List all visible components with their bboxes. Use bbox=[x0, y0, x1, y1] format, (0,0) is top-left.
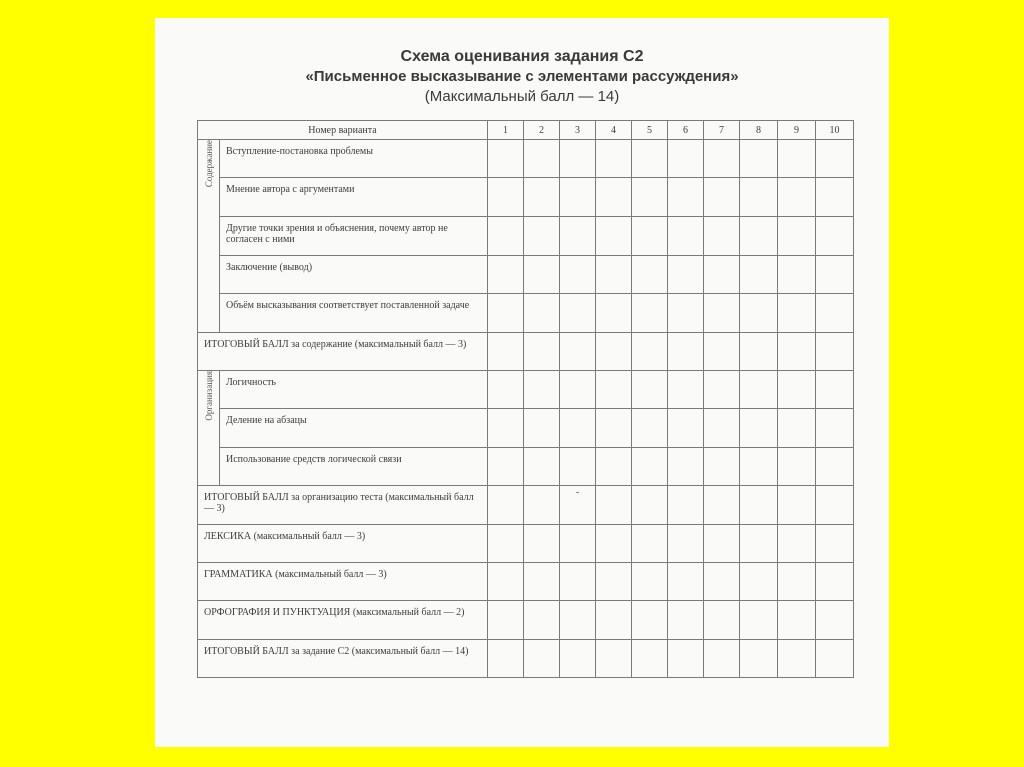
score-cell bbox=[740, 178, 778, 217]
score-cell bbox=[560, 525, 596, 563]
score-cell bbox=[778, 217, 816, 256]
score-cell bbox=[488, 371, 524, 409]
score-cell bbox=[778, 294, 816, 333]
score-cell bbox=[740, 217, 778, 256]
score-cell bbox=[488, 448, 524, 486]
score-cell bbox=[488, 333, 524, 371]
score-cell bbox=[778, 178, 816, 217]
score-cell bbox=[488, 256, 524, 294]
content-total-label: ИТОГОВЫЙ БАЛЛ за содержание (максимальный балл — 3) bbox=[198, 333, 488, 371]
organization-total-label: ИТОГОВЫЙ БАЛЛ за организацию теста (максимальный балл — 3) bbox=[198, 486, 488, 525]
criterion-row bbox=[198, 217, 854, 256]
score-cell bbox=[816, 448, 854, 486]
criterion-row bbox=[198, 256, 854, 294]
variant-number: 9 bbox=[778, 121, 816, 140]
variant-number: 8 bbox=[740, 121, 778, 140]
score-cell bbox=[740, 294, 778, 333]
criterion-label: Логичность bbox=[220, 371, 488, 409]
score-cell bbox=[524, 563, 560, 601]
criterion-label: Другие точки зрения и объяснения, почему автор не согласен с ними bbox=[220, 217, 488, 256]
score-cell bbox=[704, 294, 740, 333]
variant-number: 6 bbox=[668, 121, 704, 140]
score-cell bbox=[596, 178, 632, 217]
score-cell bbox=[778, 256, 816, 294]
score-cell bbox=[596, 409, 632, 448]
total-row bbox=[198, 640, 854, 678]
score-cell bbox=[596, 371, 632, 409]
score-cell bbox=[704, 333, 740, 371]
variant-number: 1 bbox=[488, 121, 524, 140]
score-cell bbox=[668, 256, 704, 294]
variant-number: 10 bbox=[816, 121, 854, 140]
score-cell bbox=[816, 525, 854, 563]
score-cell bbox=[778, 140, 816, 178]
total-row bbox=[198, 525, 854, 563]
score-cell bbox=[524, 294, 560, 333]
score-cell bbox=[778, 333, 816, 371]
total-row bbox=[198, 333, 854, 371]
score-cell bbox=[778, 563, 816, 601]
score-cell bbox=[740, 409, 778, 448]
score-cell bbox=[488, 140, 524, 178]
score-cell bbox=[704, 217, 740, 256]
score-cell bbox=[816, 256, 854, 294]
score-cell bbox=[596, 525, 632, 563]
score-cell bbox=[668, 178, 704, 217]
score-cell bbox=[632, 486, 668, 525]
header-row bbox=[198, 121, 854, 140]
document-subtitle: «Письменное высказывание с элементами рассуждения» bbox=[305, 68, 739, 85]
score-cell bbox=[488, 601, 524, 640]
lexis-label: ЛЕКСИКА (максимальный балл — 3) bbox=[198, 525, 488, 563]
document-page bbox=[155, 18, 889, 747]
score-cell bbox=[632, 371, 668, 409]
variant-number: 7 bbox=[704, 121, 740, 140]
score-cell bbox=[740, 601, 778, 640]
score-cell bbox=[632, 217, 668, 256]
score-cell bbox=[596, 448, 632, 486]
criterion-row bbox=[198, 178, 854, 217]
score-cell bbox=[704, 178, 740, 217]
score-cell bbox=[816, 601, 854, 640]
score-cell bbox=[524, 486, 560, 525]
variant-number: 5 bbox=[632, 121, 668, 140]
score-cell bbox=[596, 601, 632, 640]
score-cell bbox=[778, 640, 816, 678]
organization-group-label: Организация bbox=[204, 371, 214, 421]
score-cell bbox=[668, 486, 704, 525]
score-cell bbox=[524, 409, 560, 448]
score-cell bbox=[668, 563, 704, 601]
score-cell bbox=[524, 601, 560, 640]
total-row bbox=[198, 563, 854, 601]
score-cell bbox=[632, 294, 668, 333]
score-cell bbox=[704, 409, 740, 448]
score-cell bbox=[632, 563, 668, 601]
score-cell bbox=[740, 640, 778, 678]
criterion-label: Объём высказывания соответствует поставленной задаче bbox=[220, 294, 488, 333]
score-cell bbox=[778, 525, 816, 563]
score-cell bbox=[596, 256, 632, 294]
score-cell bbox=[704, 525, 740, 563]
score-cell bbox=[668, 448, 704, 486]
criterion-label: Мнение автора с аргументами bbox=[220, 178, 488, 217]
score-cell bbox=[740, 525, 778, 563]
score-cell bbox=[816, 563, 854, 601]
score-cell bbox=[668, 371, 704, 409]
document-title: Схема оценивания задания С2 bbox=[400, 48, 644, 65]
score-cell bbox=[524, 525, 560, 563]
score-cell bbox=[778, 601, 816, 640]
variant-number: 4 bbox=[596, 121, 632, 140]
score-cell bbox=[488, 409, 524, 448]
score-cell bbox=[704, 563, 740, 601]
score-cell bbox=[632, 256, 668, 294]
score-cell bbox=[668, 333, 704, 371]
score-cell bbox=[816, 409, 854, 448]
criterion-row bbox=[198, 140, 854, 178]
score-cell bbox=[816, 178, 854, 217]
score-cell bbox=[524, 256, 560, 294]
organization-group-label-cell bbox=[198, 371, 220, 486]
score-cell bbox=[704, 640, 740, 678]
score-cell bbox=[632, 601, 668, 640]
grand-total-label: ИТОГОВЫЙ БАЛЛ за задание С2 (максимальный балл — 14) bbox=[198, 640, 488, 678]
score-cell bbox=[816, 333, 854, 371]
score-cell bbox=[488, 178, 524, 217]
score-cell bbox=[488, 640, 524, 678]
score-cell bbox=[740, 563, 778, 601]
score-cell bbox=[596, 640, 632, 678]
score-cell bbox=[704, 256, 740, 294]
score-cell bbox=[704, 448, 740, 486]
score-cell bbox=[740, 371, 778, 409]
score-cell bbox=[778, 448, 816, 486]
score-cell bbox=[524, 640, 560, 678]
criterion-row bbox=[198, 371, 854, 409]
score-cell bbox=[560, 640, 596, 678]
score-cell bbox=[632, 178, 668, 217]
criterion-label: Заключение (вывод) bbox=[220, 256, 488, 294]
score-cell bbox=[560, 371, 596, 409]
score-cell bbox=[668, 640, 704, 678]
score-cell bbox=[524, 140, 560, 178]
score-cell bbox=[560, 333, 596, 371]
score-cell bbox=[668, 140, 704, 178]
score-cell bbox=[816, 217, 854, 256]
score-cell bbox=[560, 563, 596, 601]
score-cell bbox=[740, 448, 778, 486]
score-cell bbox=[704, 371, 740, 409]
total-row bbox=[198, 486, 854, 525]
score-cell bbox=[778, 486, 816, 525]
score-cell bbox=[596, 563, 632, 601]
score-cell bbox=[596, 294, 632, 333]
score-cell bbox=[596, 333, 632, 371]
score-cell bbox=[668, 601, 704, 640]
score-cell bbox=[778, 371, 816, 409]
variant-number-header: Номер варианта bbox=[198, 121, 488, 140]
score-cell bbox=[560, 486, 596, 525]
criterion-row bbox=[198, 294, 854, 333]
score-cell bbox=[816, 486, 854, 525]
score-mark: - bbox=[575, 487, 580, 498]
score-cell bbox=[524, 333, 560, 371]
score-cell bbox=[816, 640, 854, 678]
score-cell bbox=[488, 563, 524, 601]
content-group-label-cell bbox=[198, 140, 220, 333]
score-cell bbox=[560, 256, 596, 294]
score-cell bbox=[740, 256, 778, 294]
score-cell bbox=[560, 601, 596, 640]
score-cell bbox=[560, 217, 596, 256]
scoring-table bbox=[197, 120, 854, 678]
score-cell bbox=[596, 486, 632, 525]
score-cell bbox=[524, 371, 560, 409]
score-cell bbox=[632, 409, 668, 448]
score-cell bbox=[816, 294, 854, 333]
score-cell bbox=[816, 371, 854, 409]
score-cell bbox=[560, 178, 596, 217]
spelling-label: ОРФОГРАФИЯ И ПУНКТУАЦИЯ (максимальный балл — 2) bbox=[198, 601, 488, 640]
variant-number: 2 bbox=[524, 121, 560, 140]
criterion-label: Использование средств логической связи bbox=[220, 448, 488, 486]
score-cell bbox=[704, 601, 740, 640]
criterion-row bbox=[198, 448, 854, 486]
score-cell bbox=[740, 333, 778, 371]
score-cell bbox=[632, 448, 668, 486]
score-cell bbox=[488, 294, 524, 333]
score-cell bbox=[632, 525, 668, 563]
score-cell bbox=[816, 140, 854, 178]
score-cell bbox=[632, 333, 668, 371]
criterion-label: Деление на абзацы bbox=[220, 409, 488, 448]
criterion-row bbox=[198, 409, 854, 448]
score-cell bbox=[740, 486, 778, 525]
variant-number: 3 bbox=[560, 121, 596, 140]
score-cell bbox=[668, 525, 704, 563]
score-cell bbox=[488, 525, 524, 563]
score-cell bbox=[488, 217, 524, 256]
score-cell bbox=[596, 217, 632, 256]
score-cell bbox=[560, 140, 596, 178]
score-cell bbox=[668, 294, 704, 333]
score-cell bbox=[524, 217, 560, 256]
score-cell bbox=[560, 448, 596, 486]
total-row bbox=[198, 601, 854, 640]
score-cell bbox=[704, 486, 740, 525]
score-cell bbox=[778, 409, 816, 448]
score-cell bbox=[488, 486, 524, 525]
score-cell bbox=[524, 448, 560, 486]
content-group-label: Содержание bbox=[204, 140, 214, 188]
score-cell bbox=[632, 140, 668, 178]
max-score-note: (Максимальный балл — 14) bbox=[424, 88, 620, 105]
score-cell bbox=[560, 294, 596, 333]
score-cell bbox=[740, 140, 778, 178]
score-cell bbox=[668, 409, 704, 448]
criterion-label: Вступление-постановка проблемы bbox=[220, 140, 488, 178]
score-cell bbox=[668, 217, 704, 256]
score-cell bbox=[524, 178, 560, 217]
score-cell bbox=[560, 409, 596, 448]
score-cell bbox=[596, 140, 632, 178]
score-cell bbox=[704, 140, 740, 178]
grammar-label: ГРАММАТИКА (максимальный балл — 3) bbox=[198, 563, 488, 601]
score-cell bbox=[632, 640, 668, 678]
